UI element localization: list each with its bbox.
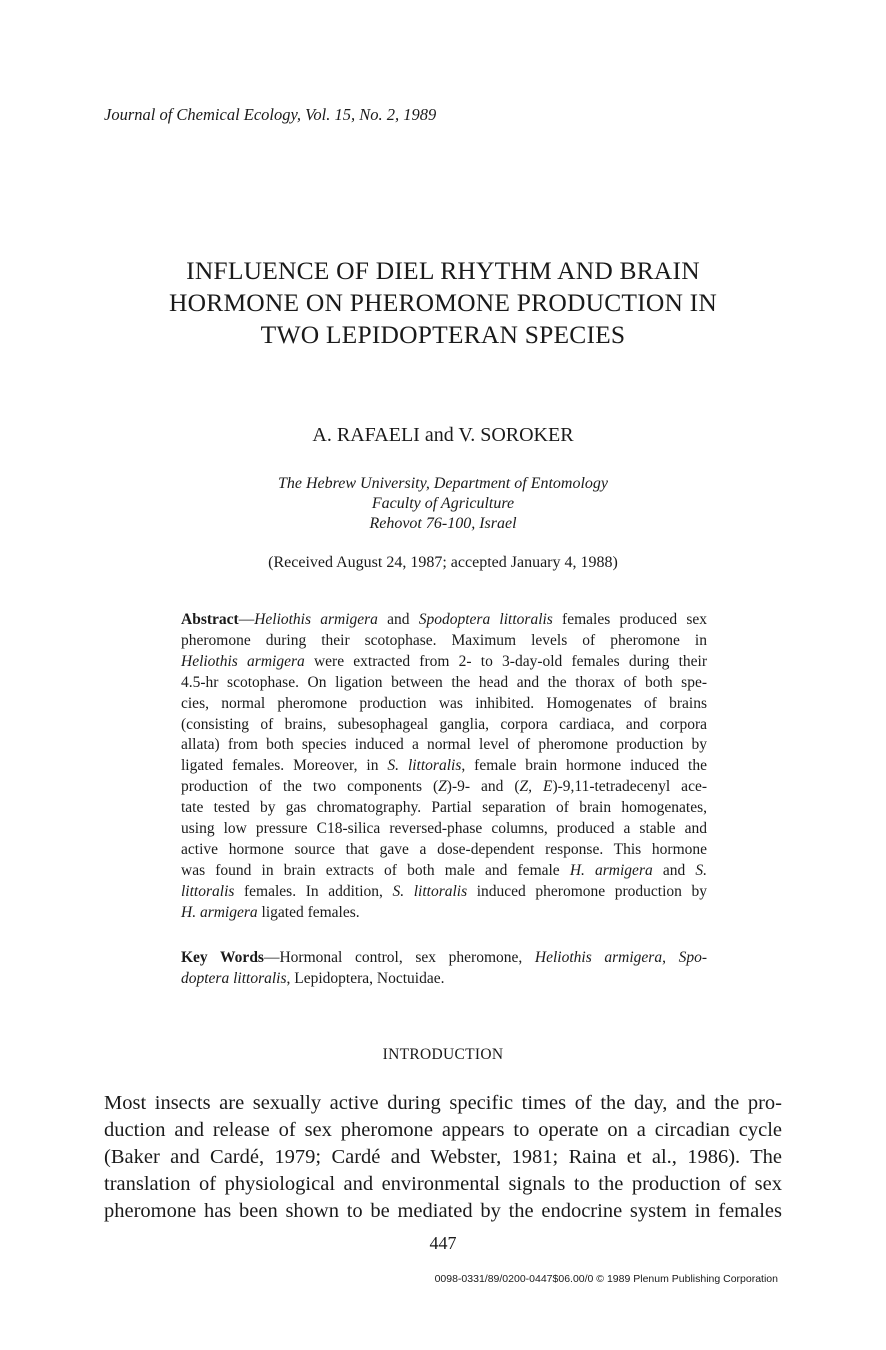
text-run: S. littoralis (387, 757, 462, 775)
text-run: Z (438, 778, 447, 796)
text-run: —Hormonal control, sex pheromone, (263, 949, 535, 966)
title-line: HORMONE ON PHEROMONE PRODUCTION IN (169, 288, 717, 317)
text-line (181, 694, 707, 715)
text-line (181, 735, 707, 756)
text-line (181, 861, 707, 882)
text-line (181, 777, 707, 798)
text-run: Heliothis armigera (254, 611, 378, 628)
text-run: allata) from both species induced a normal level of pheromone production by (181, 736, 707, 754)
text-run: (consisting of brains, subesophageal ganglia, corpora cardiaca, and corpora (181, 715, 707, 733)
text-run: were extracted from 2- to 3-day-old females during their (304, 652, 707, 670)
abstract (181, 610, 707, 924)
journal-citation: Journal of Chemical Ecology, Vol. 15, No. 2, 1989 (104, 105, 437, 124)
text-run: )-9,11-tetradecenyl ace- (552, 778, 707, 796)
text-run: active hormone source that gave a dose-dependent response. This hormone (181, 840, 707, 858)
text-run: S. (695, 861, 708, 879)
text-run: S. littoralis (392, 882, 468, 900)
text-line (181, 715, 707, 736)
received-dates: (Received August 24, 1987; accepted January 4, 1988) (268, 554, 618, 571)
text-run: pheromone during their scotophase. Maximum levels of pheromone in (181, 631, 707, 649)
text-run: Heliothis armigera (534, 949, 663, 966)
text-line (181, 948, 707, 969)
title-line: TWO LEPIDOPTERAN SPECIES (260, 320, 626, 349)
text-run: was found in brain extracts of both male and female (181, 861, 570, 879)
text-run: littoralis (181, 882, 235, 900)
text-run: Spodoptera littoralis (418, 611, 553, 628)
text-line (181, 903, 707, 924)
body-line: Most insects are sexually active during specific times of the day, and the pro- (104, 1092, 782, 1114)
text-run: , (662, 949, 679, 966)
text-run: H. armigera (181, 903, 258, 921)
text-run: )-9- and ( (446, 778, 520, 796)
affiliation-line: The Hebrew University, Department of Entomology (277, 475, 609, 492)
title-line: INFLUENCE OF DIEL RHYTHM AND BRAIN (186, 256, 700, 285)
text-run: cies, normal pheromone production was inhibited. Homogenates of brains (181, 694, 707, 712)
affiliation-line: Faculty of Agriculture (371, 495, 515, 512)
text-run: doptera littoralis (181, 969, 287, 987)
text-run: Heliothis armigera (181, 652, 305, 670)
text-run: 4.5-hr scotophase. On ligation between the head and the thorax of both spe- (181, 673, 707, 691)
text-run: ligated females. (257, 903, 360, 921)
text-run: ligated females. Moreover, in (181, 757, 388, 775)
copyright-line: 0098-0331/89/0200-0447$06.00/0 © 1989 Plenum Publishing Corporation (434, 1273, 778, 1285)
text-line (181, 969, 707, 990)
text-line (181, 882, 707, 903)
authors: A. RAFAELI and V. SOROKER (312, 424, 574, 446)
text-run: production of the two components ( (181, 778, 439, 796)
body-line: translation of physiological and environmental signals to the production of sex (104, 1173, 782, 1195)
key-words (181, 948, 707, 990)
text-run: Spo- (678, 949, 708, 966)
text-line (181, 652, 707, 673)
text-run: tate tested by gas chromatography. Partial separation of brain homogenates, (181, 799, 707, 817)
text-run: — (238, 611, 255, 628)
intro-paragraph (104, 1090, 782, 1225)
text-run: H. armigera (569, 861, 653, 879)
paper-title (0, 255, 886, 351)
text-line (181, 756, 707, 777)
text-run: Abstract (181, 611, 239, 628)
text-run: induced pheromone production by (467, 882, 708, 900)
text-run: females produced sex (552, 611, 708, 628)
text-run: and (652, 861, 696, 879)
text-line (181, 840, 707, 861)
text-line (181, 631, 707, 652)
body-line: duction and release of sex pheromone appears to operate on a circadian cycle (104, 1119, 782, 1141)
affiliation-line: Rehovot 76-100, Israel (369, 515, 517, 532)
text-run: Key Words (181, 949, 264, 966)
text-run: Z, E (519, 778, 553, 796)
text-line (181, 673, 707, 694)
text-run: females. In addition, (234, 882, 393, 900)
body-line: (Baker and Cardé, 1979; Cardé and Webster, 1981; Raina et al., 1986). The (104, 1146, 782, 1168)
text-line (181, 798, 707, 819)
body-line: pheromone has been shown to be mediated by the endocrine system in females (104, 1200, 782, 1222)
text-line (181, 610, 707, 631)
text-run: , Lepidoptera, Noctuidae. (286, 969, 445, 987)
text-line (181, 819, 707, 840)
text-run: using low pressure C18-silica reversed-phase columns, produced a stable and (181, 820, 707, 838)
text-run: and (377, 611, 419, 628)
affiliation (0, 474, 886, 534)
section-heading: INTRODUCTION (382, 1046, 504, 1063)
page-number: 447 (429, 1233, 457, 1253)
text-run: , female brain hormone induced the (461, 757, 707, 775)
